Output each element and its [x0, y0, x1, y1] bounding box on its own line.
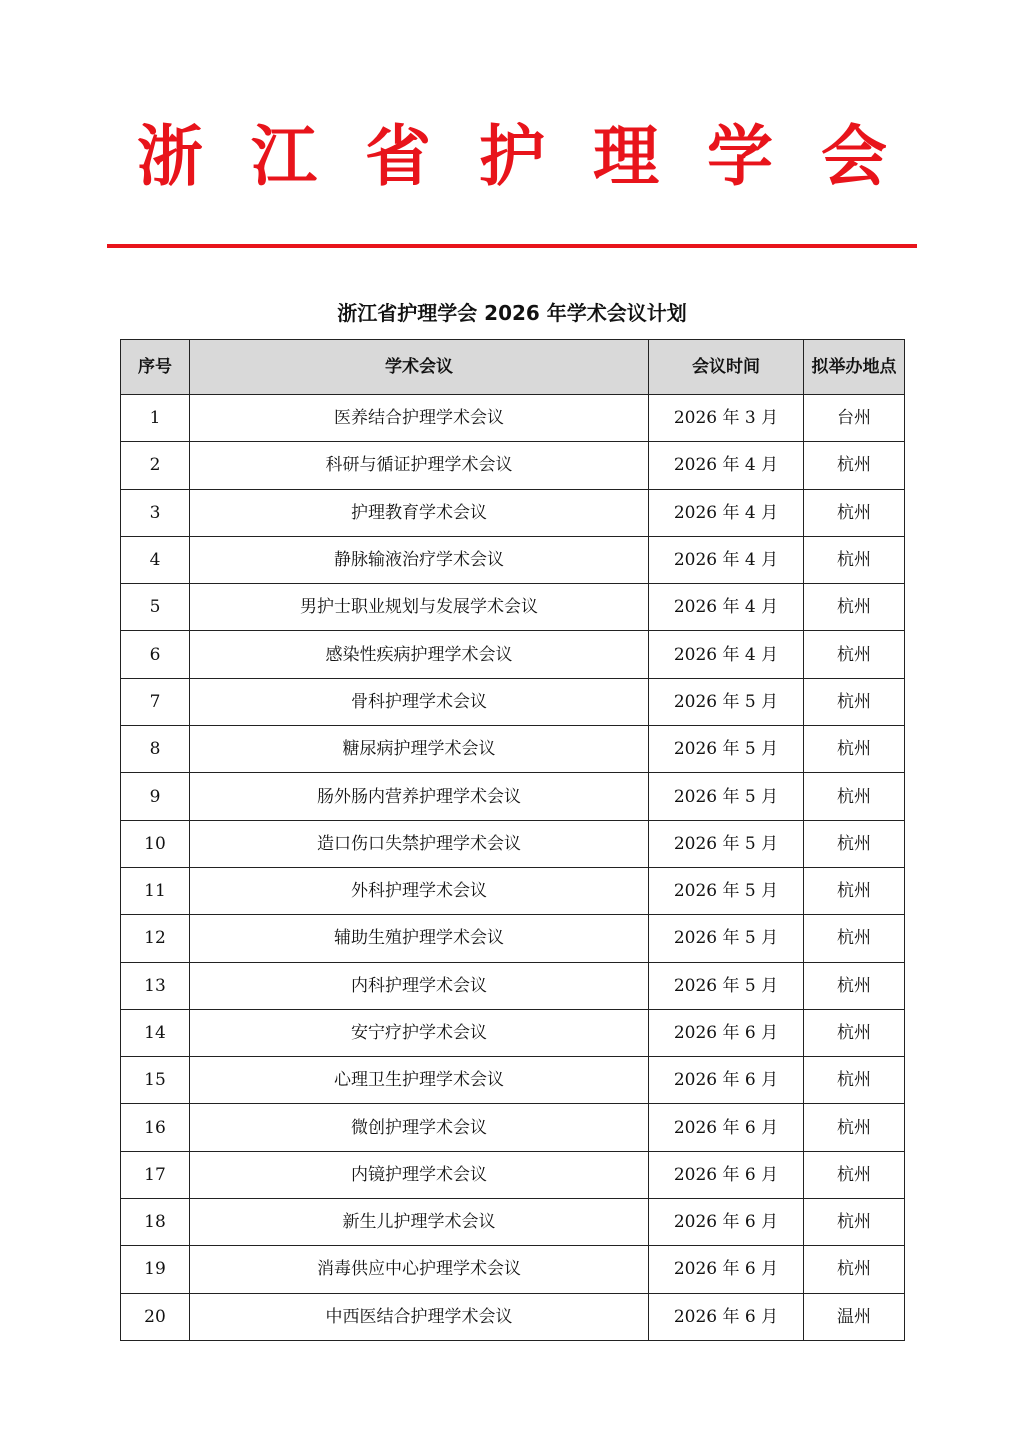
cell-no: 11	[121, 867, 190, 914]
table-row	[121, 395, 905, 442]
table-row	[121, 1293, 905, 1340]
table-header-row	[121, 340, 905, 395]
table-row	[121, 631, 905, 678]
cell-time: 2026 年 6 月	[649, 1151, 804, 1198]
cell-no: 15	[121, 1057, 190, 1104]
cell-no: 3	[121, 489, 190, 536]
cell-no: 7	[121, 678, 190, 725]
cell-time: 2026 年 5 月	[649, 867, 804, 914]
cell-meeting: 肠外肠内营养护理学术会议	[190, 773, 649, 820]
table-body	[121, 395, 905, 1341]
cell-place: 杭州	[804, 1009, 905, 1056]
cell-no: 17	[121, 1151, 190, 1198]
cell-meeting: 消毒供应中心护理学术会议	[190, 1246, 649, 1293]
table-row	[121, 726, 905, 773]
cell-place: 温州	[804, 1293, 905, 1340]
header-meeting: 学术会议	[190, 340, 649, 395]
cell-time: 2026 年 6 月	[649, 1104, 804, 1151]
cell-meeting: 辅助生殖护理学术会议	[190, 915, 649, 962]
table-row	[121, 442, 905, 489]
letterhead-char: 学	[707, 117, 773, 195]
cell-no: 1	[121, 395, 190, 442]
cell-meeting: 造口伤口失禁护理学术会议	[190, 820, 649, 867]
cell-place: 杭州	[804, 489, 905, 536]
header-time: 会议时间	[649, 340, 804, 395]
cell-meeting: 内镜护理学术会议	[190, 1151, 649, 1198]
cell-no: 9	[121, 773, 190, 820]
cell-no: 14	[121, 1009, 190, 1056]
cell-meeting: 糖尿病护理学术会议	[190, 726, 649, 773]
cell-time: 2026 年 4 月	[649, 442, 804, 489]
table-row	[121, 536, 905, 583]
table-row	[121, 1057, 905, 1104]
cell-place: 杭州	[804, 867, 905, 914]
cell-no: 19	[121, 1246, 190, 1293]
header-no: 序号	[121, 340, 190, 395]
cell-no: 10	[121, 820, 190, 867]
table-row	[121, 820, 905, 867]
cell-place: 杭州	[804, 1057, 905, 1104]
cell-place: 台州	[804, 395, 905, 442]
cell-place: 杭州	[804, 442, 905, 489]
cell-meeting: 护理教育学术会议	[190, 489, 649, 536]
letterhead-char: 省	[365, 117, 431, 195]
letterhead-title	[107, 108, 917, 204]
cell-meeting: 医养结合护理学术会议	[190, 395, 649, 442]
cell-place: 杭州	[804, 773, 905, 820]
cell-place: 杭州	[804, 1151, 905, 1198]
document-title: 浙江省护理学会 2026 年学术会议计划	[337, 301, 687, 325]
cell-no: 13	[121, 962, 190, 1009]
cell-time: 2026 年 5 月	[649, 726, 804, 773]
cell-place: 杭州	[804, 962, 905, 1009]
cell-time: 2026 年 6 月	[649, 1246, 804, 1293]
letterhead-char: 会	[821, 117, 887, 195]
table-row	[121, 1009, 905, 1056]
table-row	[121, 489, 905, 536]
cell-no: 4	[121, 536, 190, 583]
cell-meeting: 心理卫生护理学术会议	[190, 1057, 649, 1104]
cell-no: 5	[121, 584, 190, 631]
cell-time: 2026 年 4 月	[649, 631, 804, 678]
cell-time: 2026 年 5 月	[649, 915, 804, 962]
cell-no: 2	[121, 442, 190, 489]
table-row	[121, 915, 905, 962]
letterhead-char: 护	[479, 117, 545, 195]
cell-place: 杭州	[804, 820, 905, 867]
letterhead-char: 江	[251, 117, 317, 195]
cell-meeting: 骨科护理学术会议	[190, 678, 649, 725]
cell-time: 2026 年 4 月	[649, 489, 804, 536]
cell-place: 杭州	[804, 678, 905, 725]
cell-meeting: 男护士职业规划与发展学术会议	[190, 584, 649, 631]
table-row	[121, 1199, 905, 1246]
table-row	[121, 867, 905, 914]
cell-no: 18	[121, 1199, 190, 1246]
cell-meeting: 微创护理学术会议	[190, 1104, 649, 1151]
cell-place: 杭州	[804, 1104, 905, 1151]
table-row	[121, 678, 905, 725]
letterhead-divider	[107, 244, 917, 248]
cell-place: 杭州	[804, 726, 905, 773]
cell-meeting: 内科护理学术会议	[190, 962, 649, 1009]
header-place: 拟举办地点	[804, 340, 905, 395]
letterhead-char: 理	[593, 117, 659, 195]
cell-place: 杭州	[804, 536, 905, 583]
cell-time: 2026 年 6 月	[649, 1199, 804, 1246]
table-row	[121, 1104, 905, 1151]
cell-time: 2026 年 5 月	[649, 820, 804, 867]
cell-time: 2026 年 5 月	[649, 678, 804, 725]
table-row	[121, 1246, 905, 1293]
letterhead-char: 浙	[137, 117, 203, 195]
cell-meeting: 外科护理学术会议	[190, 867, 649, 914]
meeting-plan-table	[120, 339, 905, 1341]
cell-time: 2026 年 4 月	[649, 584, 804, 631]
table-row	[121, 962, 905, 1009]
cell-place: 杭州	[804, 631, 905, 678]
cell-no: 8	[121, 726, 190, 773]
cell-meeting: 静脉输液治疗学术会议	[190, 536, 649, 583]
cell-time: 2026 年 6 月	[649, 1293, 804, 1340]
cell-meeting: 感染性疾病护理学术会议	[190, 631, 649, 678]
cell-meeting: 安宁疗护学术会议	[190, 1009, 649, 1056]
cell-place: 杭州	[804, 1199, 905, 1246]
cell-time: 2026 年 6 月	[649, 1009, 804, 1056]
cell-time: 2026 年 6 月	[649, 1057, 804, 1104]
cell-place: 杭州	[804, 915, 905, 962]
cell-time: 2026 年 5 月	[649, 773, 804, 820]
cell-no: 6	[121, 631, 190, 678]
cell-time: 2026 年 3 月	[649, 395, 804, 442]
cell-meeting: 新生儿护理学术会议	[190, 1199, 649, 1246]
cell-no: 12	[121, 915, 190, 962]
cell-meeting: 中西医结合护理学术会议	[190, 1293, 649, 1340]
cell-meeting: 科研与循证护理学术会议	[190, 442, 649, 489]
table-row	[121, 1151, 905, 1198]
table-row	[121, 584, 905, 631]
table-row	[121, 773, 905, 820]
cell-time: 2026 年 5 月	[649, 962, 804, 1009]
cell-no: 20	[121, 1293, 190, 1340]
cell-time: 2026 年 4 月	[649, 536, 804, 583]
cell-no: 16	[121, 1104, 190, 1151]
cell-place: 杭州	[804, 584, 905, 631]
cell-place: 杭州	[804, 1246, 905, 1293]
